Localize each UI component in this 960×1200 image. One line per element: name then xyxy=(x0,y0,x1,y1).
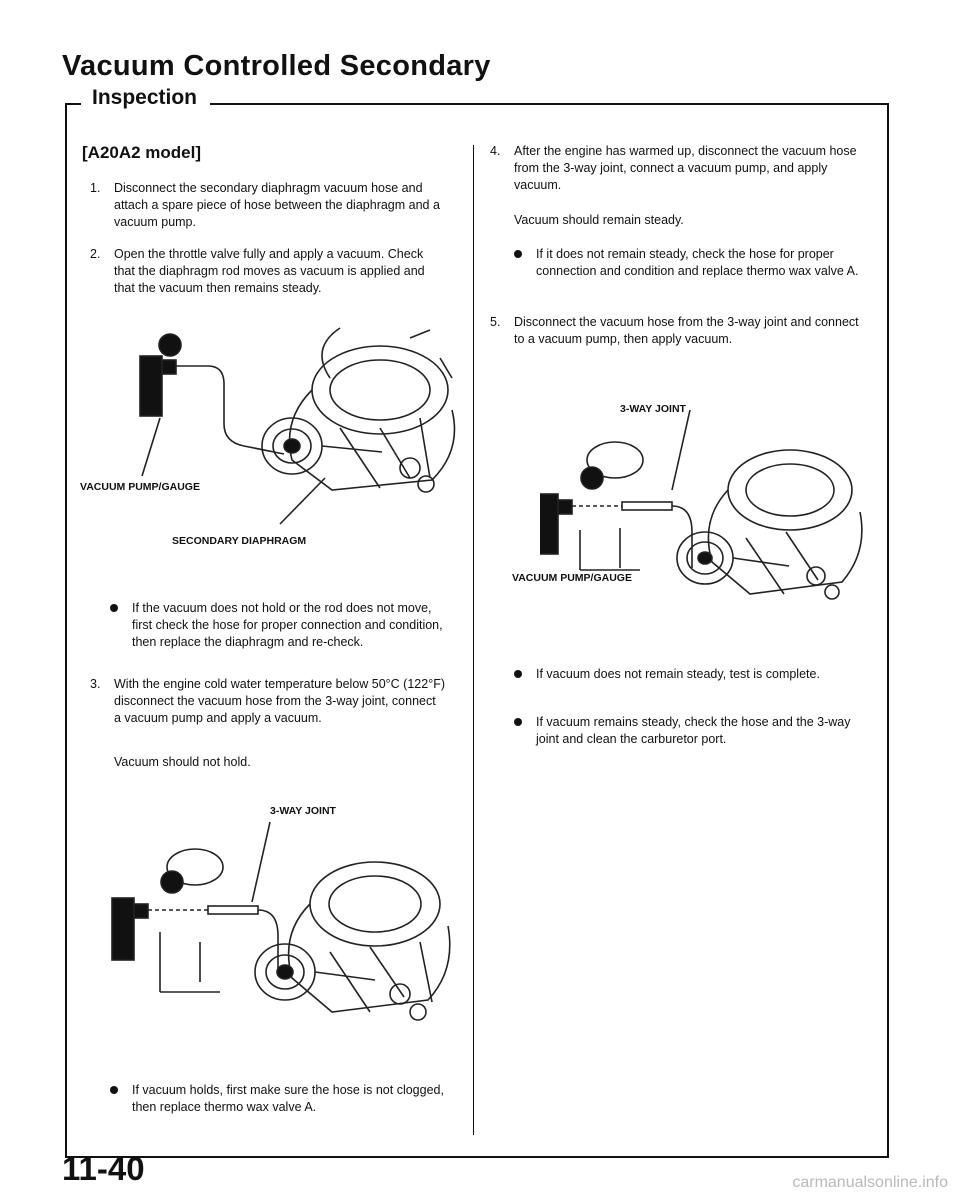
step-4-note: Vacuum should remain steady. xyxy=(514,213,684,227)
bullet-text: If it does not remain steady, check the hose for proper connection and condition and replace thermo wax valve A. xyxy=(536,247,859,278)
bullet-icon xyxy=(110,604,118,612)
frame-top-rule-left xyxy=(65,103,81,105)
bullet-not-steady xyxy=(514,246,866,280)
bullet-check-diaphragm xyxy=(110,600,446,651)
bullet-clean-port xyxy=(514,714,866,748)
column-divider xyxy=(473,145,474,1135)
bullet-icon xyxy=(514,670,522,678)
step-1 xyxy=(90,180,446,231)
step-3 xyxy=(90,676,446,727)
bullet-text: If vacuum holds, first make sure the hose is not clogged, then replace thermo wax valve A. xyxy=(132,1083,444,1114)
step-number: 3. xyxy=(90,677,101,691)
bullet-icon xyxy=(514,250,522,258)
step-text: Disconnect the vacuum hose from the 3-way joint and connect to a vacuum pump, then apply vacuum. xyxy=(514,315,859,346)
step-text: Open the throttle valve fully and apply a vacuum. Check that the diaphragm rod moves as vacuum is applied and that the vacuum then remains steady. xyxy=(114,247,425,295)
bullet-vacuum-holds xyxy=(110,1082,446,1116)
bullet-text: If vacuum does not remain steady, test is complete. xyxy=(536,667,820,681)
bullet-icon xyxy=(514,718,522,726)
section-heading: Inspection xyxy=(88,86,201,110)
label-secondary-diaphragm: SECONDARY DIAPHRAGM xyxy=(172,535,307,547)
label-vacuum-pump-gauge: VACUUM PUMP/GAUGE xyxy=(512,572,632,584)
page-number: 11-40 xyxy=(62,1150,145,1187)
bullet-text: If the vacuum does not hold or the rod does not move, first check the hose for proper connection and condition, then replace the diaphragm and re-check. xyxy=(132,601,443,649)
diagram-3way-joint-cold-test xyxy=(100,822,460,1062)
bullet-text: If vacuum remains steady, check the hose and the 3-way joint and clean the carburetor port. xyxy=(536,715,851,746)
step-number: 1. xyxy=(90,181,101,195)
step-3-note: Vacuum should not hold. xyxy=(114,755,251,769)
diagram-3way-joint-warm-test xyxy=(540,410,870,620)
bullet-test-complete xyxy=(514,666,866,683)
page-title: Vacuum Controlled Secondary xyxy=(62,50,491,82)
step-number: 5. xyxy=(490,315,501,329)
step-5 xyxy=(490,314,866,348)
label-3way-joint: 3-WAY JOINT xyxy=(270,805,336,817)
frame-top-rule-right xyxy=(210,103,887,105)
step-number: 4. xyxy=(490,144,501,158)
label-vacuum-pump-gauge: VACUUM PUMP/GAUGE xyxy=(80,481,200,493)
step-text: After the engine has warmed up, disconnect the vacuum hose from the 3-way joint, connect a vacuum pump, and apply vacuum. xyxy=(514,144,857,192)
watermark: carmanualsonline.info xyxy=(792,1174,948,1191)
diagram-secondary-diaphragm-test xyxy=(80,318,460,548)
step-4 xyxy=(490,143,866,194)
label-3way-joint: 3-WAY JOINT xyxy=(620,403,686,415)
step-text: Disconnect the secondary diaphragm vacuum hose and attach a spare piece of hose between the diaphragm and a vacuum pump. xyxy=(114,181,440,229)
step-number: 2. xyxy=(90,247,101,261)
step-text: With the engine cold water temperature below 50°C (122°F) disconnect the vacuum hose from the 3-way joint, connect a vacuum pump and apply a vacuum. xyxy=(114,677,445,725)
model-heading: [A20A2 model] xyxy=(82,143,202,162)
bullet-icon xyxy=(110,1086,118,1094)
step-2 xyxy=(90,246,446,297)
